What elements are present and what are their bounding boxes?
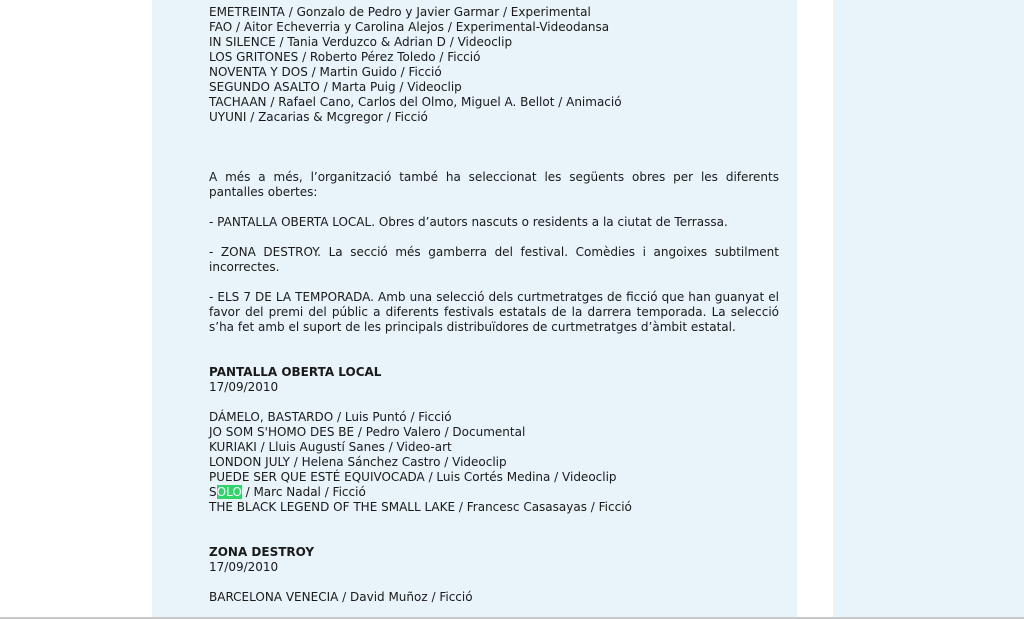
section-title-destroy: ZONA DESTROY bbox=[209, 545, 315, 559]
sidebar-column bbox=[833, 0, 1024, 619]
film-entry-solo bbox=[209, 485, 779, 500]
section-description-local: - PANTALLA OBERTA LOCAL. Obres d’autors nascuts o residents a la ciutat de Terrassa. bbox=[209, 215, 728, 229]
solo-rest: / Marc Nadal / Ficció bbox=[241, 485, 366, 499]
section-description-destroy: - ZONA DESTROY. La secció més gamberra del festival. Comèdies i angoixes subtilment incorrectes. bbox=[209, 245, 779, 274]
film-entry: BARCELONA VENECIA / David Muñoz / Ficció bbox=[209, 590, 473, 604]
film-entry: LOS GRITONES / Roberto Pérez Toledo / Ficció bbox=[209, 50, 481, 64]
film-entry: FAO / Aitor Echeverria y Carolina Alejos / Experimental-Videodansa bbox=[209, 20, 610, 34]
film-entry: PUEDE SER QUE ESTÉ EQUIVOCADA / Luis Cortés Medina / Videoclip bbox=[209, 470, 617, 484]
solo-first-letter: S bbox=[209, 485, 217, 499]
film-entry: IN SILENCE / Tania Verduzco & Adrian D / Videoclip bbox=[209, 35, 513, 49]
film-entry: NOVENTA Y DOS / Martin Guido / Ficció bbox=[209, 65, 442, 79]
section-description-7: - ELS 7 DE LA TEMPORADA. Amb una selecció dels curtmetratges de ficció que han guanyat el favor del premi del públic a diferents festivals estatals de la darrera temporada. La selecció s’ha fet amb el suport de les principals distribuïdores de curtmetratges d’àmbit estatal. bbox=[209, 290, 779, 334]
search-highlight: OLO bbox=[216, 485, 242, 499]
film-entry: LONDON JULY / Helena Sánchez Castro / Videoclip bbox=[209, 455, 507, 469]
film-entry: SEGUNDO ASALTO / Marta Puig / Videoclip bbox=[209, 80, 462, 94]
film-entry: KURIAKI / Lluis Augustí Sanes / Video-art bbox=[209, 440, 452, 454]
section-title-local: PANTALLA OBERTA LOCAL bbox=[209, 365, 382, 379]
film-entry: UYUNI / Zacarias & Mcgregor / Ficció bbox=[209, 110, 428, 124]
intro-paragraph: A més a més, l’organització també ha seleccionat les següents obres per les diferents pantalles obertes: bbox=[209, 170, 779, 199]
film-entry: JO SOM S'HOMO DES BE / Pedro Valero / Documental bbox=[209, 425, 526, 439]
section-date: 17/09/2010 bbox=[209, 560, 279, 574]
film-entry: EMETREINTA / Gonzalo de Pedro y Javier Garmar / Experimental bbox=[209, 5, 591, 19]
article-body bbox=[209, 5, 779, 605]
film-entry: DÁMELO, BASTARDO / Luis Puntó / Ficció bbox=[209, 410, 452, 424]
film-entry: THE BLACK LEGEND OF THE SMALL LAKE / Francesc Casasayas / Ficció bbox=[209, 500, 632, 514]
film-entry: TACHAAN / Rafael Cano, Carlos del Olmo, Miguel A. Bellot / Animació bbox=[209, 95, 622, 109]
section-date: 17/09/2010 bbox=[209, 380, 279, 394]
